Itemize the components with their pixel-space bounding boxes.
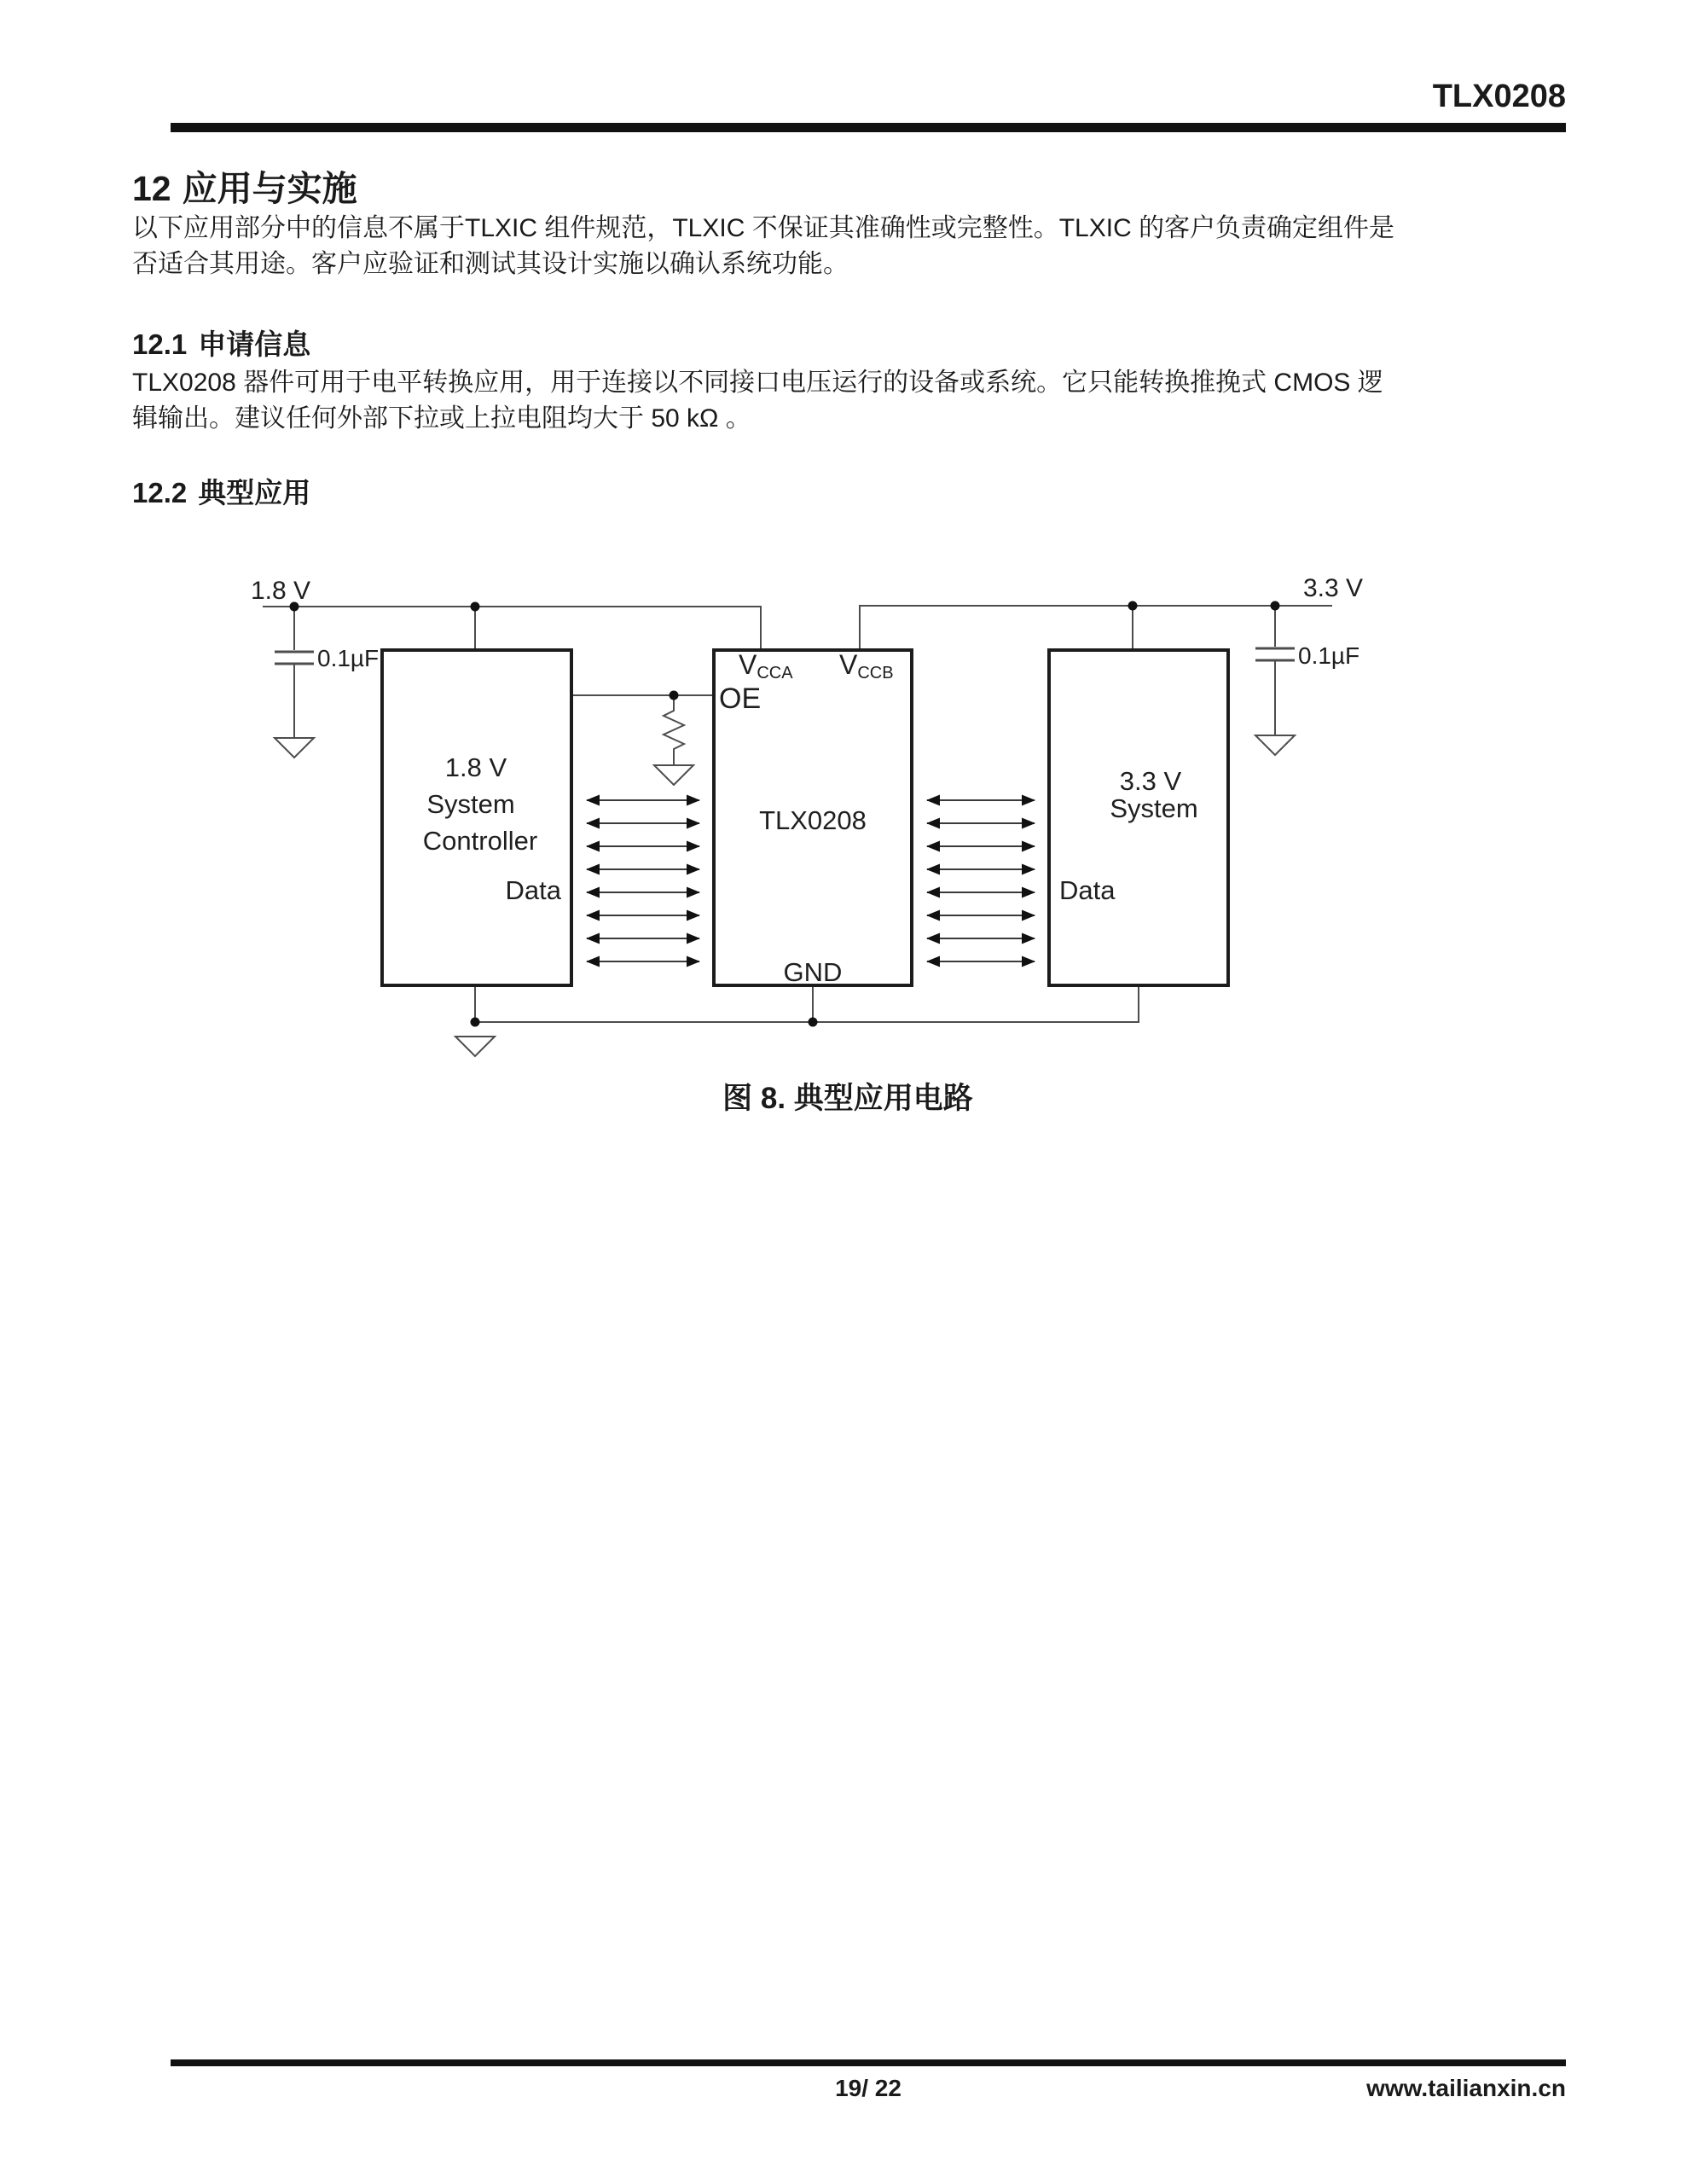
pin-label-vccb: VCCB [839,649,894,682]
right-data-label: Data [1059,875,1116,905]
rail-label-3v3: 3.3 V [1303,574,1364,602]
paragraph-line: 以下应用部分中的信息不属于TLXIC 组件规范，TLXIC 不保证其准确性或完整性。TLXIC 的客户负责确定组件是 [132,214,1395,242]
left-block-label-line1: 1.8 V [444,752,507,782]
section-number: 12.1 [132,328,188,360]
paragraph-line: 辑输出。建议任何外部下拉或上拉电阻均大于 50 kΩ 。 [132,404,751,433]
cap-value-right: 0.1µF [1298,642,1360,669]
vcc-rail-1v8 [263,607,761,650]
left-block-label-line2: System [426,789,515,819]
capacitor-right [1255,648,1295,755]
ground-symbol [1255,735,1295,755]
vcc-rail-3v3 [860,606,1332,650]
oe-pulldown-resistor [571,695,714,785]
paragraph-line: 否适合其用途。客户应验证和测试其设计实施以确认系统功能。 [132,250,849,278]
chip-label: TLX0208 [759,805,867,835]
ground-symbol [455,1037,495,1056]
rail-label-1v8: 1.8 V [251,577,311,605]
paragraph-line: TLX0208 器件可用于电平转换应用，用于连接以不同接口电压运行的设备或系统。它只能转换推挽式 CMOS 逻 [132,369,1383,397]
figure-caption: 图 8. 典型应用电路 [722,1082,973,1115]
data-bus-right [927,800,1035,961]
pin-label-oe: OE [719,682,762,715]
left-data-label: Data [505,875,561,905]
capacitor-left [275,652,314,758]
right-block-label-line2: System [1110,793,1198,823]
page-title: TLX0208 [1432,78,1566,114]
page-number: 19/ 22 [835,2075,901,2101]
section-number: 12 [132,169,171,208]
pin-label-gnd: GND [783,957,843,987]
ground-bus [455,985,1139,1056]
section-title: 典型应用 [198,477,311,508]
ground-symbol [275,738,314,758]
section-number: 12.2 [132,477,188,508]
data-bus-left [587,800,699,961]
section-title: 应用与实施 [182,169,357,208]
section-title: 申请信息 [198,328,311,360]
ground-symbol [654,765,693,785]
pin-label-vcca: VCCA [739,649,793,682]
right-block-label-line1: 3.3 V [1119,766,1182,796]
footer-rule [171,2059,1566,2066]
left-block-label-line3: Controller [422,826,538,856]
footer-website: www.tailianxin.cn [1366,2075,1566,2101]
cap-value-left: 0.1µF [317,645,380,671]
